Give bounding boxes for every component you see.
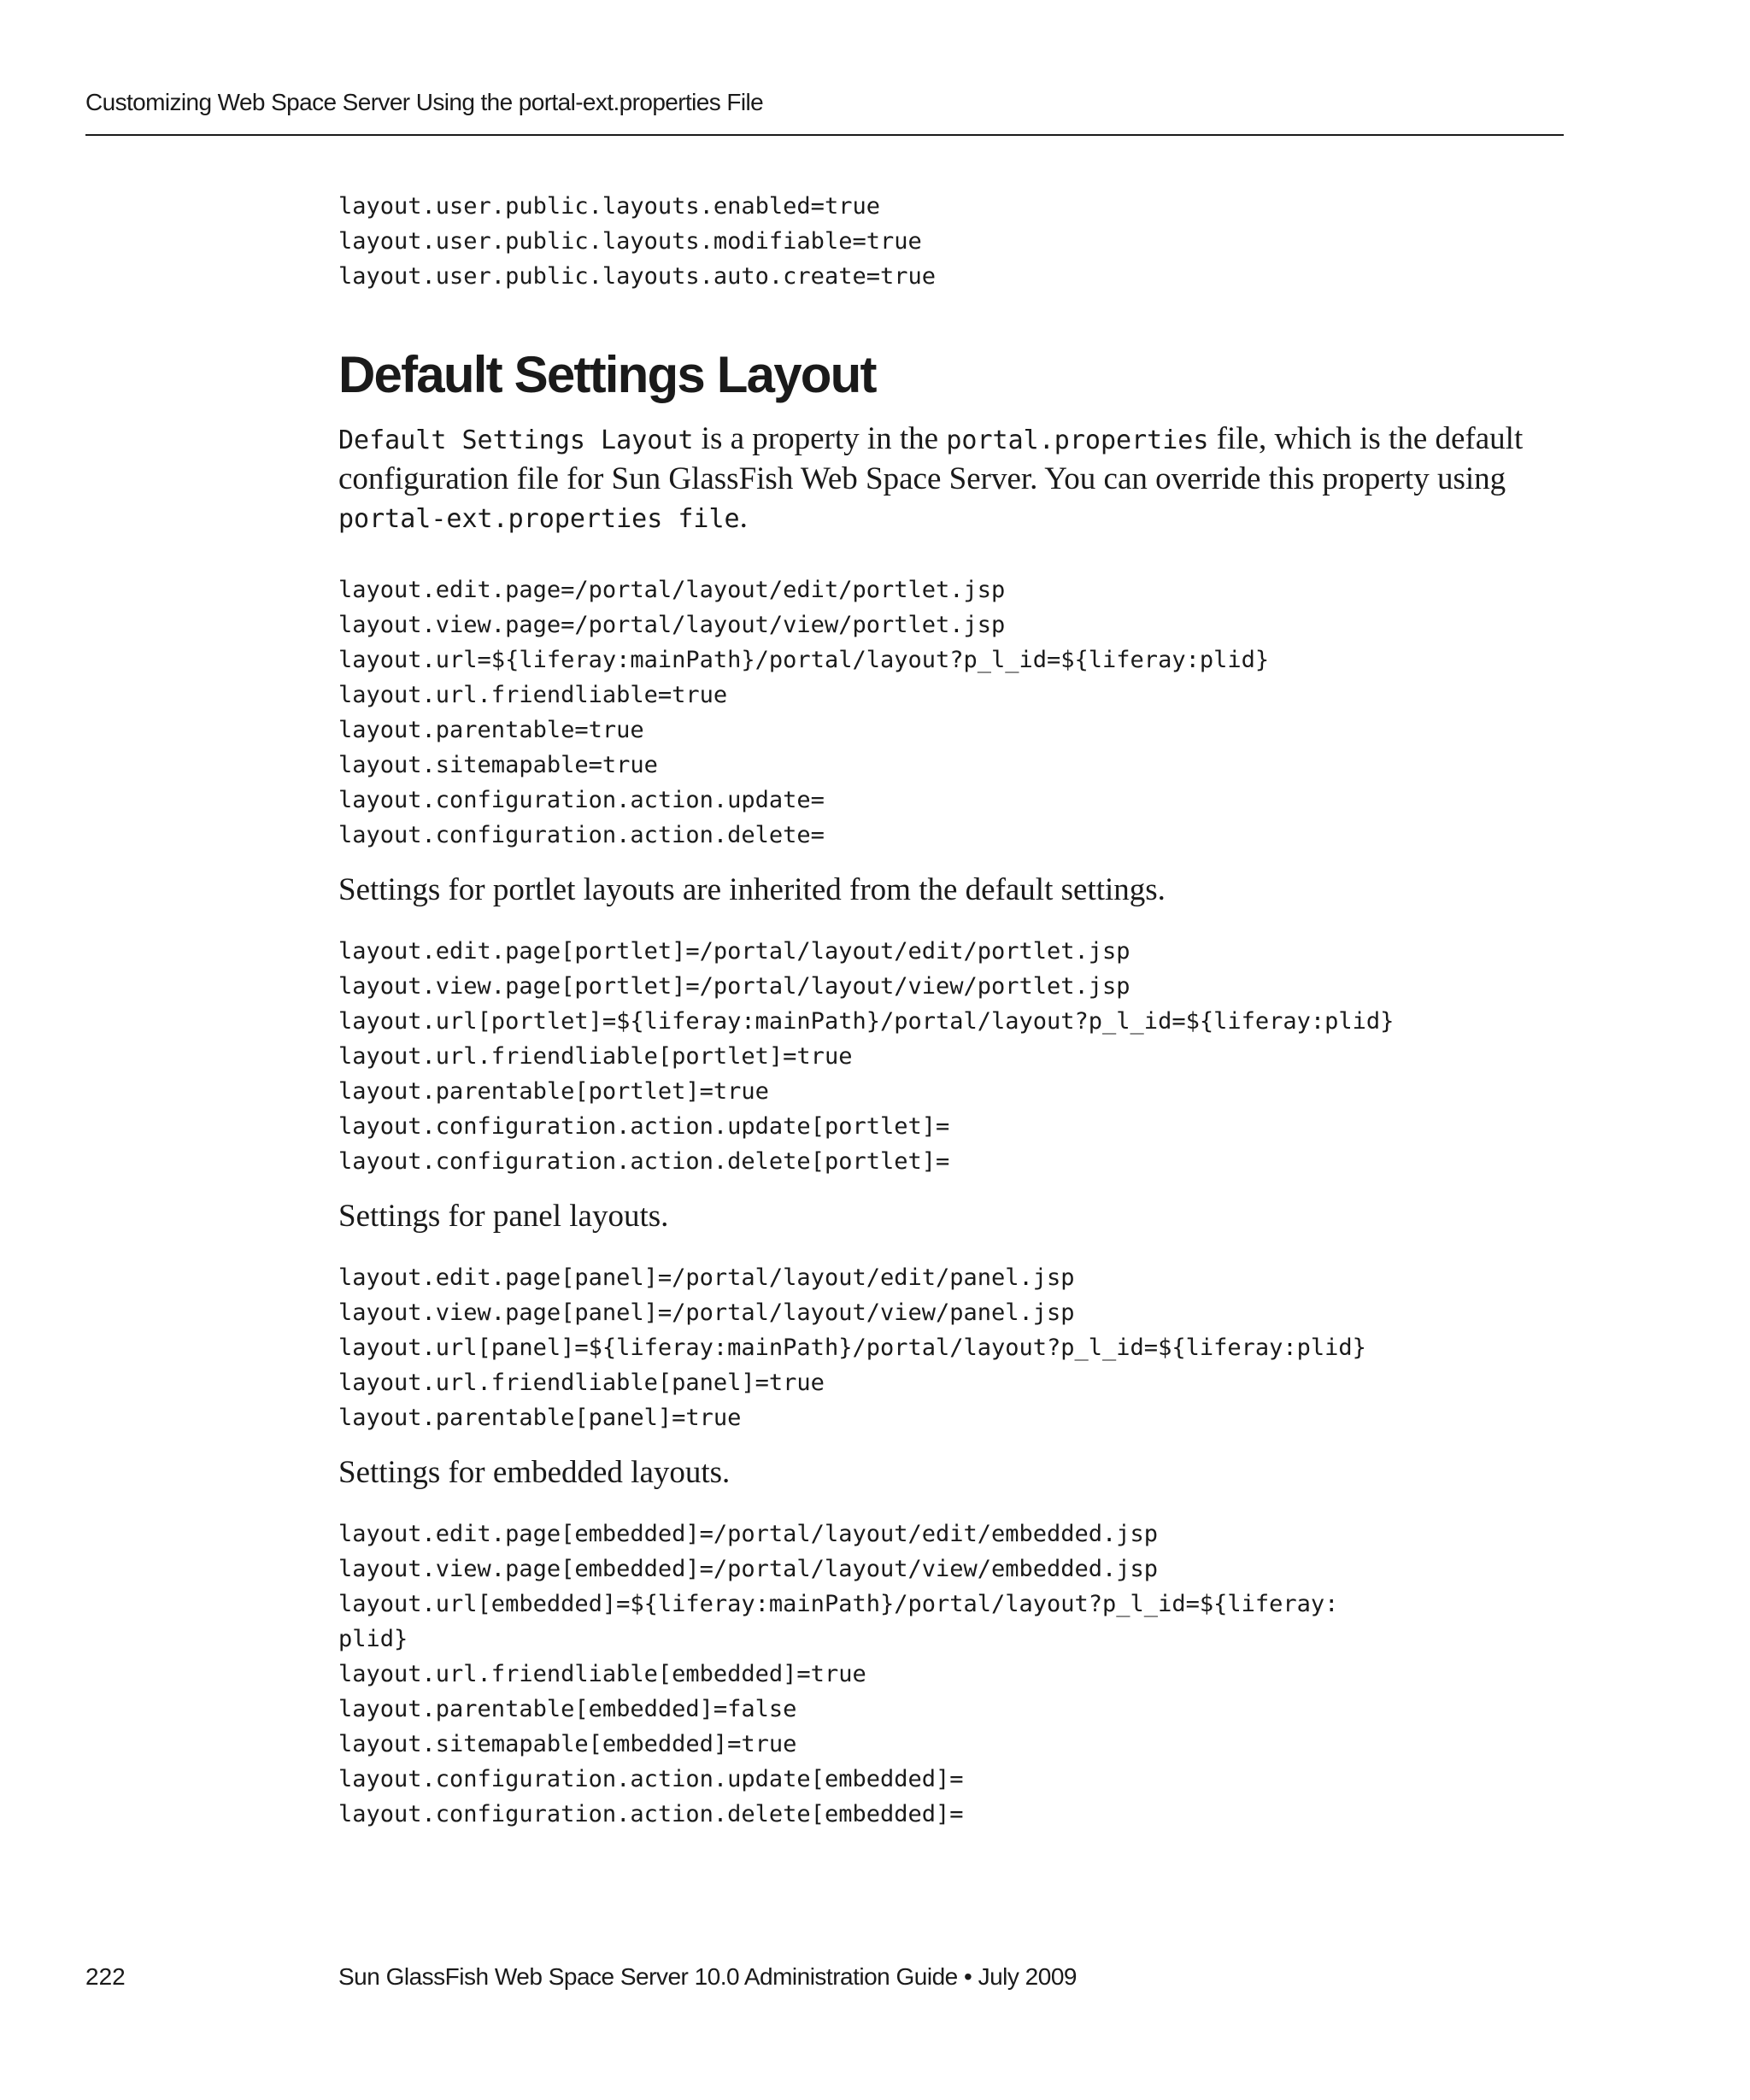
- page-number: 222: [85, 1963, 126, 1990]
- code-block-default-settings: [338, 572, 1569, 853]
- code-line: layout.configuration.action.update=: [338, 787, 825, 813]
- code-block-embedded-layouts: [338, 1516, 1569, 1832]
- code-line: layout.parentable[embedded]=false: [338, 1696, 797, 1722]
- code-line: layout.edit.page=/portal/layout/edit/portlet.jsp: [338, 577, 1006, 603]
- footer-book-title: Sun GlassFish Web Space Server 10.0 Administration Guide • July 2009: [338, 1963, 1077, 1990]
- section-heading: Default Settings Layout: [338, 346, 876, 403]
- panel-paragraph: Settings for panel layouts.: [338, 1199, 669, 1234]
- intro-text: .: [739, 500, 748, 535]
- code-line: layout.sitemapable=true: [338, 752, 658, 778]
- code-line: layout.configuration.action.delete[embedded]=: [338, 1801, 964, 1827]
- code-line: layout.sitemapable[embedded]=true: [338, 1731, 797, 1757]
- code-line: layout.configuration.action.update[embedded]=: [338, 1766, 964, 1792]
- code-line: layout.view.page=/portal/layout/view/portlet.jsp: [338, 612, 1006, 638]
- code-line: layout.user.public.layouts.modifiable=true: [338, 228, 922, 255]
- intro-paragraph: [338, 419, 1569, 538]
- code-line: layout.view.page[panel]=/portal/layout/view/panel.jsp: [338, 1299, 1075, 1326]
- code-line: layout.url.friendliable[portlet]=true: [338, 1043, 853, 1070]
- code-line: layout.edit.page[embedded]=/portal/layout/edit/embedded.jsp: [338, 1521, 1159, 1547]
- code-line: layout.url[embedded]=${liferay:mainPath}/portal/layout?p_l_id=${liferay:: [338, 1591, 1339, 1617]
- code-block-portlet-layouts: [338, 934, 1569, 1179]
- code-line: layout.parentable=true: [338, 717, 644, 743]
- code-block-user-layouts: [338, 189, 1569, 294]
- inline-code-portal-ext: portal-ext.properties file: [338, 504, 740, 534]
- code-line: layout.parentable[portlet]=true: [338, 1078, 769, 1105]
- inline-code-portal-properties: portal.properties: [946, 425, 1209, 455]
- code-line: layout.url.friendliable=true: [338, 682, 728, 708]
- header-rule: [85, 134, 1564, 136]
- code-line: layout.url=${liferay:mainPath}/portal/layout?p_l_id=${liferay:plid}: [338, 647, 1270, 673]
- code-line: plid}: [338, 1626, 408, 1652]
- code-line: layout.configuration.action.delete[portlet]=: [338, 1148, 950, 1175]
- code-line: layout.configuration.action.update[portlet]=: [338, 1113, 950, 1140]
- code-line: layout.configuration.action.delete=: [338, 822, 825, 848]
- code-line: layout.edit.page[portlet]=/portal/layout/edit/portlet.jsp: [338, 938, 1130, 965]
- intro-text: is a property in the: [693, 421, 947, 456]
- portlet-paragraph: Settings for portlet layouts are inherited from the default settings.: [338, 872, 1166, 907]
- intro-text: file, which is the default configuration file for Sun GlassFish Web Space Server. You can override this property using: [338, 421, 1524, 496]
- page-content: [338, 189, 1569, 1832]
- code-line: layout.url[portlet]=${liferay:mainPath}/portal/layout?p_l_id=${liferay:plid}: [338, 1008, 1395, 1035]
- inline-code-property: Default Settings Layout: [338, 425, 694, 455]
- code-line: layout.edit.page[panel]=/portal/layout/edit/panel.jsp: [338, 1264, 1075, 1291]
- running-header: Customizing Web Space Server Using the portal-ext.properties File: [85, 89, 764, 115]
- code-line: layout.user.public.layouts.enabled=true: [338, 193, 880, 220]
- embedded-paragraph: Settings for embedded layouts.: [338, 1455, 731, 1490]
- code-line: layout.view.page[embedded]=/portal/layout/view/embedded.jsp: [338, 1556, 1159, 1582]
- code-line: layout.parentable[panel]=true: [338, 1405, 742, 1431]
- code-line: layout.view.page[portlet]=/portal/layout/view/portlet.jsp: [338, 973, 1130, 1000]
- code-line: layout.user.public.layouts.auto.create=true: [338, 263, 936, 290]
- code-block-panel-layouts: [338, 1260, 1569, 1435]
- code-line: layout.url[panel]=${liferay:mainPath}/portal/layout?p_l_id=${liferay:plid}: [338, 1334, 1366, 1361]
- code-line: layout.url.friendliable[embedded]=true: [338, 1661, 866, 1687]
- code-line: layout.url.friendliable[panel]=true: [338, 1370, 825, 1396]
